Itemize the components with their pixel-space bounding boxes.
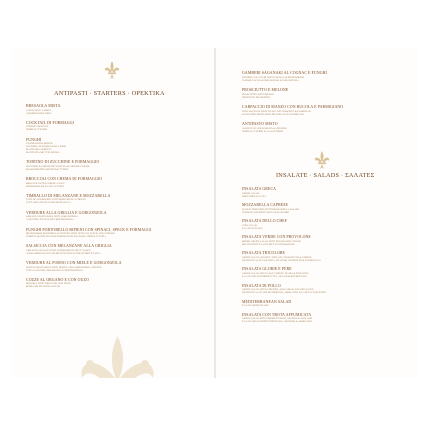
menu-item-description: DI CREMA DI FORMAGGIO E ERBE (26, 145, 67, 149)
menu-item (26, 194, 151, 205)
menu-item (242, 187, 326, 198)
fleur-de-lis-ornament-icon (102, 60, 122, 80)
menu-item-description: CHEESE COCKTAIL (26, 125, 49, 129)
menu-item-description: ASSORTED DRY BEEF (26, 111, 52, 115)
menu-item-description: GREEN SALAD, ROCKET, SPINACH, PROSCIUTTO & CHEESE (242, 255, 312, 259)
menu-item-description: ΓΑΡΙΔΕΣ ΣΑΓΑΝΑΚΙ ΜΕ ΚΟΝΙΑΚ ΚΑΙ ΜΑΝΙΤΑΡΙΑ (242, 78, 299, 82)
antipasti-list (26, 104, 151, 288)
menu-item-description: GREEK SALAD (242, 191, 260, 195)
menu-item (242, 284, 326, 295)
menu-item-description: ΚΑΡΠΑΤΣΙΟ ΜΟΣΧΑΡΙΟΥ ΜΕ ΡΟΚΑ ΚΑΙ ΠΑΡΜΕΖΑΝΑ (242, 112, 305, 116)
menu-item-description: THIN SLICES OF BEEF FILLET WITH ROCKET & PARMESAN (242, 109, 311, 113)
menu-item-name: INSALATA GLORIE E PERE (242, 267, 292, 272)
menu-item (242, 300, 326, 308)
menu-item (26, 278, 151, 289)
menu-item-description: ΠΡΟΣΟΥΤΟ ΜΕ ΠΕΠΟΝΙ (242, 95, 270, 99)
menu-item-description: ΨΗΤΑ ΛΑΧΑΝΙΚΑ ΜΕ ΜΕΛΙ ΚΑΙ ΓΚΟΡΓΚΟΝΖΟΛΑ (26, 268, 84, 272)
menu-item-name: INSALATA GRECA (242, 187, 277, 191)
menu-item-description: CHAMPIGNON RIPIENI (26, 142, 53, 146)
menu-item-name: FUNGHI PORTOBELLO RIPIENI CON SPINACI, SPECK E FORMAGGI (26, 227, 152, 232)
menu-item (26, 228, 151, 239)
menu-item (26, 211, 151, 222)
menu-item (26, 121, 151, 132)
menu-item-description: ΜΙΞ ΠΡΑΣΙΝΗ ΣΑΛΑΤΑ ΜΕ ΤΥΡΙ ΠΡΟΒΟΛΟΝΕ (242, 242, 295, 246)
page-fold (214, 48, 216, 378)
menu-item-name: VERDURE ALLA GRIGLIA E GORGONZOLA (26, 210, 107, 215)
menu-item-description: ΛΟΥΚΑΝΙΚΟ ΣΧΑΡΑΣ ΜΕ ΜΕΛΙΤΖΑΝΕΣ ΣΕ ΠΙΚΑΝΤΙΚΗ ΣΑΛΤΣΑ (26, 251, 101, 255)
menu-item-description: ZUCCHINI & CHEESE PIE WITH MASCARPONE CREAM (26, 164, 90, 168)
menu-item (26, 138, 151, 155)
menu-item-description: BROCCOLI WITH CHEESE SAUCE (26, 181, 65, 185)
menu-item-description: MUSSELS WITH OREGANO AND OUZO (26, 282, 71, 286)
menu-item (26, 160, 151, 171)
menu-item-description: GREEN SALAD WITH GOAT CHEESE, PEARS & PINE NUTS (242, 271, 309, 275)
menu-item (242, 122, 343, 133)
menu-item-description: ΜΑΝΙΤΑΡΙΑ ΜΕ ΤΥΡΙ ΚΡΕΜΑ (26, 151, 60, 155)
menu-item-name: INSALATA CON TROTA AFFUMICATA (242, 312, 312, 317)
menu-item-name: BROCCOLI CON CREMA DI FORMAGGIO (26, 177, 103, 182)
antipasti-heading: ANTIPASTI · STARTERS · OPEKTIKA (54, 90, 165, 97)
menu-item (242, 219, 326, 230)
menu-item-description: ΧΩΡΙΑΤΙΚΗ ΣΑΛΑΤΑ (242, 194, 266, 198)
menu-item (242, 267, 326, 278)
menu-item-description: ΤΑΡΤΑ ΜΕΛΙΤΖΑΝΑΣ ΜΕ ΜΟΤΣΑΡΕΛΑ (26, 201, 71, 205)
menu-item-description: TART OF AUBERGINE WITH MOZZARELLA CHEESE (26, 198, 86, 202)
damask-watermark-icon (70, 334, 165, 378)
menu-item-description: GREEN SALAD WITH SMOKED TROUT, MANGO & AVOCADO (242, 317, 313, 321)
menu-item-description: ΓΕΜΙΣΤΑ ΜΑΝΙΤΑΡΙΑ ΠΟΡΤΟΜΠΕΛΟ ΜΕ ΣΠΑΝΑΚΙ, ΣΠΕΚ ΚΑΙ ΤΥΡΙΑ (26, 235, 106, 239)
menu-item-description: GRILLED VEGETABLES WITH GORGONZOLA (26, 215, 79, 219)
menu-item-name: COZZE AL ORGANO E CON OUZO (26, 277, 89, 282)
menu-item-description: GREEN SALAD WITH CHICKEN, AVOCADO & YOGURT SAUCE (242, 288, 314, 292)
menu-item-description: CHEF SALAD (242, 223, 258, 227)
menu-item-description: ΣΑΛΑΤΑ ΜΕ ΚΑΤΣΙΚΙΣΙΟ ΤΥΡΙ, ΑΧΛΑΔΙ & ΚΟΥΚΟΥΝΑΡΙ (242, 274, 307, 278)
menu-item-description: ΝΤΟΜΑΤΑ ΜΕ ΜΟΤΣΑΡΕΛΑ & ΒΑΣΙΛΙΚΟ (242, 210, 290, 214)
menu-item-name: MOZZARELLA CAPRESE (242, 203, 289, 208)
menu-item-name: INSALATA VERDE CON PROVOLONE (242, 235, 311, 240)
menu-item-description: ΛΑΧΑΝΙΚΑ ΣΧΑΡΑΣ ΜΕ ΓΚΟΡΓΚΟΝΖΟΛΑ (26, 218, 75, 222)
menu-item-description: ΣΑΛΑΤΑ ΜΕΣΟΓΕΙΑΚΗ (242, 304, 269, 308)
menu-item-name: MEDITERRANEAN SALAD (242, 299, 292, 304)
menu-item (242, 313, 326, 324)
menu-item-description: ΠΡΑΣΙΝΗ ΣΑΛΑΤΑ ΜΕ ΡΟΚΑ, ΣΠΑΝΑΚΙ, ΠΡΟΣΟΥΤΟ & ΠΑΡΜΕΖΑΝΑ (242, 258, 321, 262)
menu-item-description: ΜΥΔΙΑ ΜΕ ΡΙΓΑΝΗ ΚΑΙ ΟΥΖΟ (26, 285, 61, 289)
menu-item-description: ΚΟΛΟΚΥΘΟΠΙΤΑ ΜΕ ΚΡΕΜΑ ΤΥΡΙΟΥ (26, 167, 69, 171)
menu-item-description: ΠΟΙΚΙΛΙΑ ΤΥΡΙΩΝ & ΑΛΛΑΝΤΙΚΩΝ (242, 129, 284, 133)
menu-item (242, 88, 343, 99)
menu-item-description: ΠΡΑΣΙΝΗ ΣΑΛΑΤΑ ΜΕ ΚΟΤΟΠΟΥΛΟ, ΑΒΟΚΑΝΤΟ & ΣΑΛΤΣΑ ΓΙΑΟΥΡΤΙΟΥ (242, 291, 327, 295)
menu-item (26, 177, 151, 188)
menu-item-name: PROSCIUTTO E MELONE (242, 88, 289, 93)
menu-item-name: CARPACCIO DI MANZO CON RUCOLA E PARMIGIANO (242, 105, 344, 110)
menu-item-name: TIMBALLO DI MELANZANE E MOZZARELLA (26, 193, 111, 198)
menu-item-description: GRILLED SAUSAGE WITH AUBERGINE IN SPICY SAUCE (26, 248, 91, 252)
menu-item (26, 261, 151, 272)
menu-item-name: COCKTAIL DI FORMAGGI (26, 120, 75, 125)
salads-list (242, 187, 326, 323)
antipasti-continued-list (242, 71, 343, 133)
menu-item-description: BAKED VEGETABLES WITH HONEY AND GORGONZOLA CHEESE (26, 265, 102, 269)
menu-item-name: SALSICCIA CON MELANZANE ALLA GRIGLIA (26, 244, 112, 249)
menu-item (242, 235, 326, 246)
menu-item (242, 203, 326, 214)
menu-item-description: ΣΑΛΑΤΑ ΤΟΥ ΣΕΦ (242, 226, 263, 230)
menu-item-description: MUSHROOMS PORTOBELLO STUFFED WITH SPINACH, SPECK AND CHEESES (26, 232, 116, 236)
menu-item-name: ANTIPASTO MISTO (242, 122, 278, 127)
menu-item-name: FUNGHI (26, 137, 42, 142)
menu-item-description: MIXED GREEN SALAD WITH PROVOLONE CHEESE (242, 239, 302, 243)
menu-item (26, 244, 151, 255)
menu-item-description: ΜΠΡΟΚΟΛΟ ΜΕ ΣΑΛΤΣΑ ΤΥΡΙΟΥ (26, 184, 65, 188)
menu-item-description: SHRIMPS SAGANAKI WITH COGNAC & MUSHROOMS (242, 75, 304, 79)
menu-item (26, 104, 151, 115)
menu-item (242, 105, 343, 116)
menu-item-description: VARIETY OF COLD MEATS & CHEESES (242, 126, 287, 130)
menu-item (242, 71, 343, 82)
menu-item-description: ΠΟΙΚΙΛΙΑ ΤΥΡΙΩΝ (26, 128, 48, 132)
menu-item-description: PROSCIUTTO WITH MELON (242, 92, 274, 96)
menu-item-description: ΣΑΛΑΤΑ ΜΕ ΚΑΠΝΙΣΤΗ ΠΕΣΤΡΟΦΑ, ΜΑΝΓΚΟ & ΑΒΟΚΑΝΤΟ (242, 320, 313, 324)
insalate-heading: INSALATE · SALADS · ΣΑΛΑΤΕΣ (276, 172, 375, 179)
fleur-de-lis-ornament-icon (312, 150, 332, 170)
menu-item-name: GAMBERI SAGANAKI AL COGNAC E FUNGHI (242, 71, 327, 75)
menu-item-description: CARNE SECCA MISTA (26, 108, 52, 112)
menu-item-name: INSALATA DELLO CHEF (242, 219, 288, 224)
menu-item (242, 251, 326, 262)
menu-item-name: VERDURE AL FORNO CON MIELE E GORGONZOLA (26, 261, 122, 266)
menu-item-name: TORTINO DI ZUCCHINE E FORMAGGIO (26, 160, 100, 165)
menu-item-name: INSALATA DI POLLO (242, 283, 281, 288)
menu-item-name: BRESAOLA MISTA (26, 104, 61, 108)
menu-item-name: INSALATA TRICOLORE (242, 251, 286, 256)
menu-item-description: SLICED TOMATOES WITH MOZZARELLA & BASIL (242, 207, 300, 211)
menu-item-description: MANITARIA GEMISTA (26, 148, 52, 152)
